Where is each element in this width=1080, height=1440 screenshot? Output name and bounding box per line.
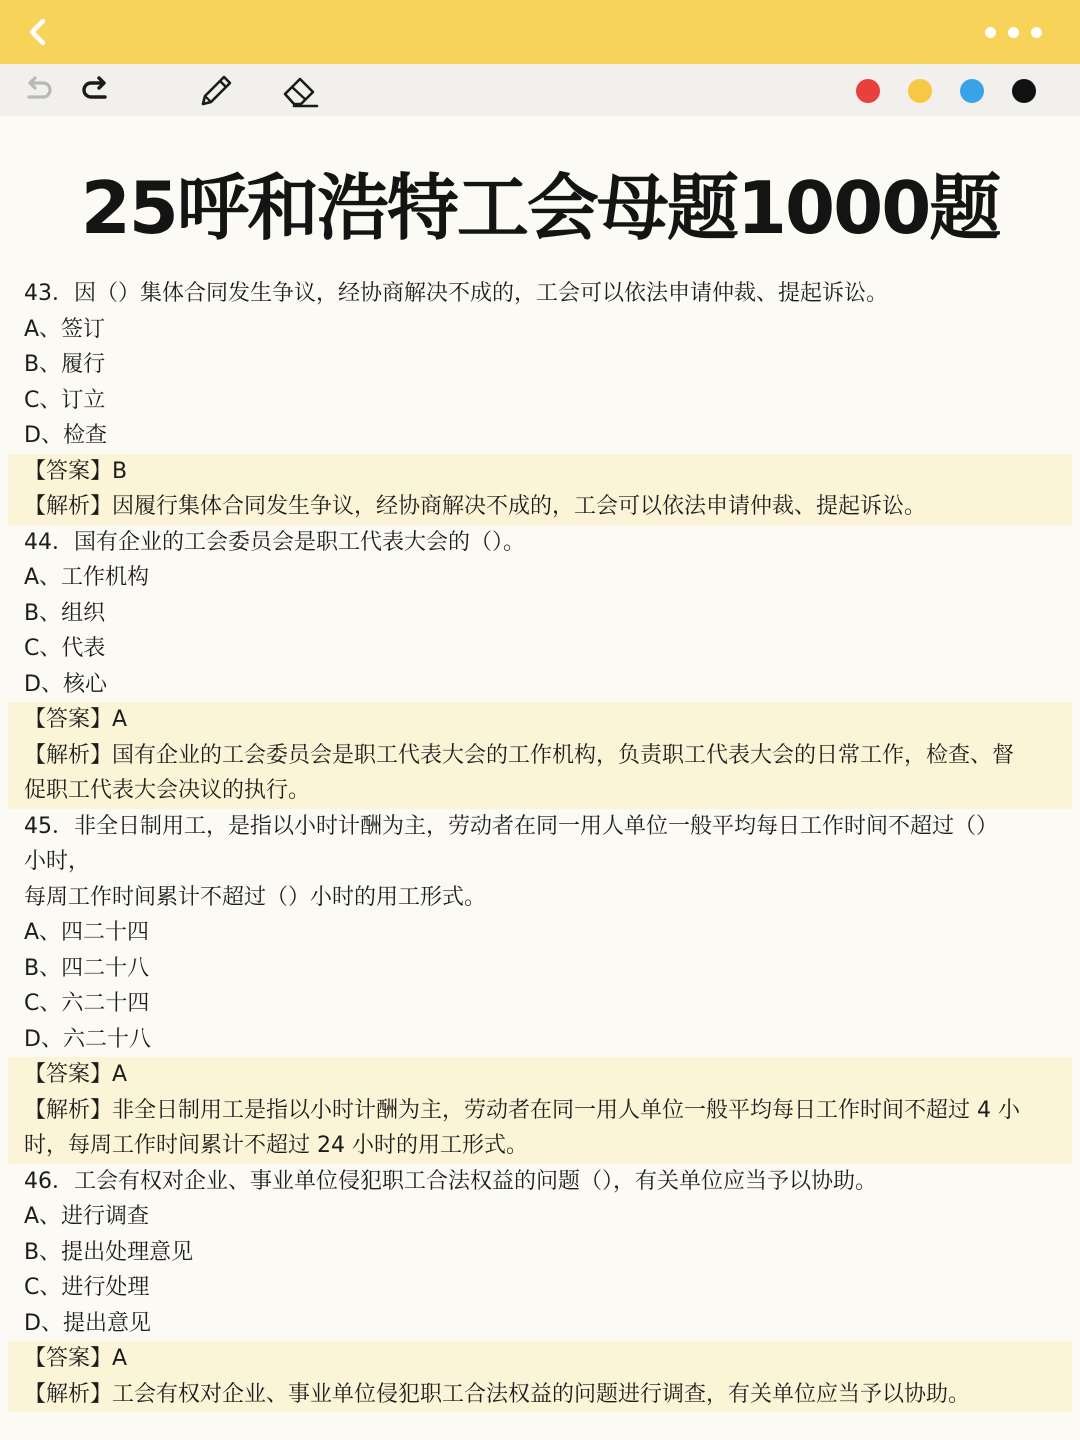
- chevron-left-icon: [23, 17, 53, 47]
- question-option: C、进行处理: [24, 1275, 150, 1300]
- analysis-text: 【解析】非全日制用工是指以小时计酬为主，劳动者在同一用人单位一般平均每日工作时间不超过 4 小: [24, 1097, 1020, 1123]
- question-option: C、代表: [24, 636, 106, 661]
- question-option: D、提出意见: [24, 1310, 151, 1336]
- question-list: [0, 276, 1080, 1412]
- undo-button[interactable]: [18, 72, 58, 110]
- eraser-tool-button[interactable]: [280, 72, 320, 110]
- color-swatch-blue[interactable]: [960, 79, 984, 103]
- question-option: C、六二十四: [24, 991, 150, 1016]
- color-swatch-yellow[interactable]: [908, 79, 932, 103]
- answer-label: 【答案】A: [24, 1346, 128, 1371]
- question-option: B、提出处理意见: [24, 1239, 194, 1265]
- answer-block: [8, 454, 1072, 525]
- undo-icon: [21, 76, 55, 106]
- answer-label: 【答案】A: [24, 1062, 128, 1087]
- question-option: A、进行调查: [24, 1204, 150, 1229]
- more-dot-icon: [1031, 27, 1042, 38]
- answer-label: 【答案】A: [24, 707, 128, 732]
- question-stem: 每周工作时间累计不超过（）小时的用工形式。: [24, 884, 487, 910]
- question-option: D、六二十八: [24, 1026, 151, 1052]
- question-option: A、四二十四: [24, 920, 150, 945]
- analysis-text: 【解析】国有企业的工会委员会是职工代表大会的工作机构，负责职工代表大会的日常工作，检查、督: [24, 742, 1015, 768]
- question-option: A、签订: [24, 316, 106, 342]
- more-dot-icon: [985, 27, 996, 38]
- redo-button[interactable]: [76, 72, 116, 110]
- question-option: C、订立: [24, 387, 106, 413]
- answer-label: 【答案】B: [24, 458, 128, 484]
- analysis-text: 【解析】工会有权对企业、事业单位侵犯职工合法权益的问题进行调查，有关单位应当予以协助。: [24, 1381, 971, 1407]
- question-block: [0, 1164, 1080, 1413]
- pencil-icon: [197, 72, 235, 110]
- back-button[interactable]: [18, 12, 58, 52]
- page-title: 25呼和浩特工会母题1000题: [80, 166, 1000, 250]
- answer-block: [8, 1341, 1072, 1412]
- question-option: D、检查: [24, 423, 107, 448]
- question-option: B、履行: [24, 352, 106, 377]
- analysis-text: 【解析】因履行集体合同发生争议，经协商解决不成的，工会可以依法申请仲裁、提起诉讼。: [24, 494, 927, 519]
- top-bar: [0, 0, 1080, 64]
- question-stem: 43．因（）集体合同发生争议，经协商解决不成的，工会可以依法申请仲裁、提起诉讼。: [24, 281, 888, 306]
- question-stem: 45．非全日制用工，是指以小时计酬为主，劳动者在同一用人单位一般平均每日工作时间不超过（）: [24, 813, 998, 839]
- question-option: D、核心: [24, 671, 107, 697]
- question-stem: 44．国有企业的工会委员会是职工代表大会的（）。: [24, 529, 525, 555]
- color-swatch-black[interactable]: [1012, 79, 1036, 103]
- pen-tool-button[interactable]: [196, 72, 236, 110]
- answer-block: [8, 1057, 1072, 1164]
- question-block: [0, 276, 1080, 525]
- question-stem: 小时，: [24, 849, 91, 874]
- question-block: [0, 809, 1080, 1164]
- more-dot-icon: [1008, 27, 1019, 38]
- eraser-icon: [280, 72, 320, 110]
- more-options-button[interactable]: [985, 22, 1042, 42]
- redo-icon: [79, 76, 113, 106]
- question-option: A、工作机构: [24, 565, 150, 590]
- color-swatch-red[interactable]: [856, 79, 880, 103]
- analysis-text: 促职工代表大会决议的执行。: [24, 778, 311, 803]
- question-option: B、组织: [24, 600, 106, 626]
- question-block: [0, 525, 1080, 809]
- question-stem: 46．工会有权对企业、事业单位侵犯职工合法权益的问题（），有关单位应当予以协助。: [24, 1168, 877, 1194]
- question-option: B、四二十八: [24, 955, 150, 981]
- answer-block: [8, 702, 1072, 809]
- analysis-text: 时，每周工作时间累计不超过 24 小时的用工形式。: [24, 1133, 528, 1158]
